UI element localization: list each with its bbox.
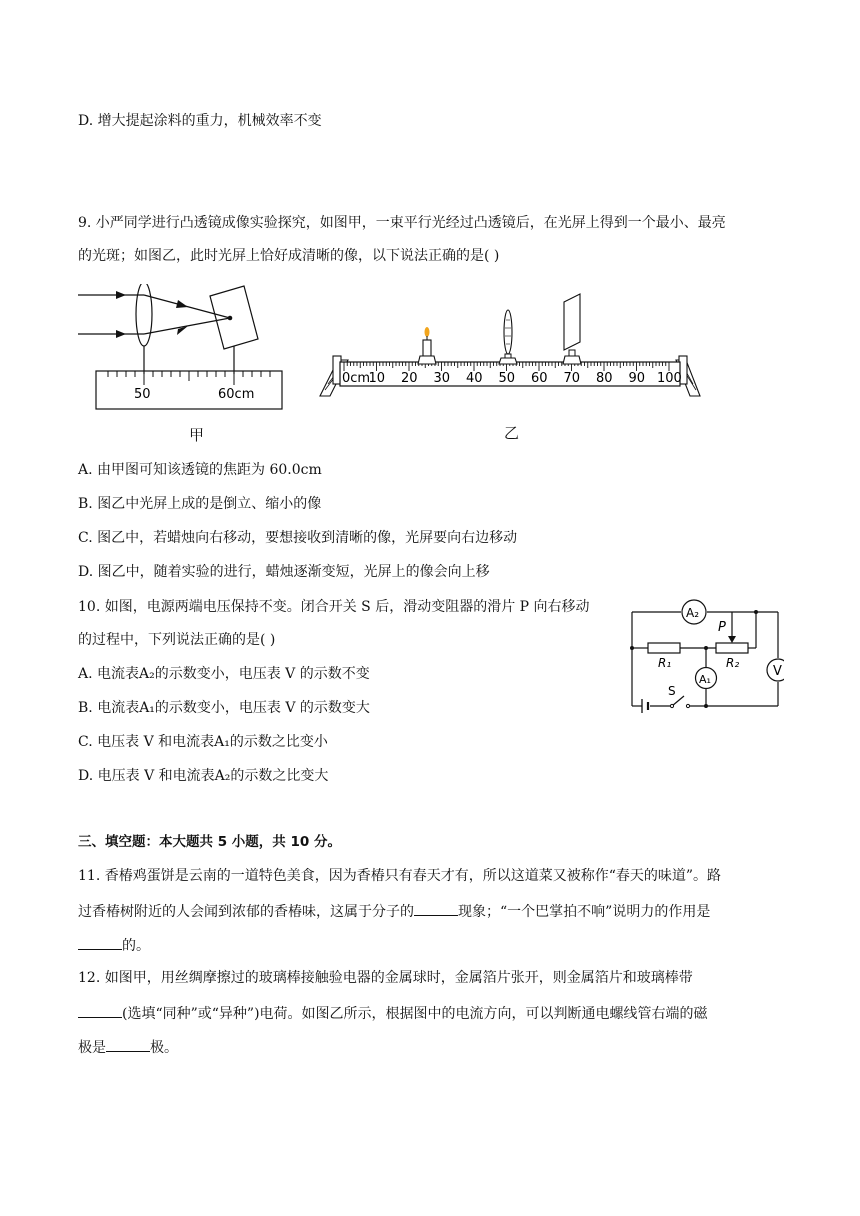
yi-tick-label: 100 [657,371,682,386]
resistor-r1-label: R₁ [658,656,672,670]
q9-stem-line1: 9. 小严同学进行凸透镜成像实验探究，如图甲，一束平行光经过凸透镜后，在光屏上得到一个最小、最亮 [78,215,726,231]
yi-tick-label: 50 [498,371,516,386]
q11-line2-text-a: 过香椿树附近的人会闻到浓郁的香椿味，这属于分子的 [78,904,414,920]
yi-tick-label: 90 [628,371,646,386]
yi-tick-label: 10 [368,371,386,386]
q8-option-d: D. 增大提起涂料的重力，机械效率不变 [78,113,322,129]
figure-yi-optical-bench [316,290,704,410]
yi-tick-label: 80 [596,371,613,386]
yi-tick-label: 40 [466,371,483,386]
switch-s-label: S [668,684,676,698]
ammeter-a2-label: A₂ [686,606,700,620]
q11-line3-text-b: 的。 [122,938,150,954]
q10-option-d: D. 电压表 V 和电流表A₂的示数之比变大 [78,768,329,784]
q9-option-d: D. 图乙中，随着实验的进行，蜡烛逐渐变短，光屏上的像会向上移 [78,564,490,580]
figure-yi-caption: 乙 [504,424,520,442]
q10-option-c: C. 电压表 V 和电流表A₁的示数之比变小 [78,734,328,750]
yi-tick-label: 70 [563,371,581,386]
q10-stem-line1: 10. 如图，电源两端电压保持不变。闭合开关 S 后，滑动变阻器的滑片 P 向右移动 [78,599,590,615]
yi-tick-label: 0cm [342,371,371,386]
q12-line3-text-a: 极是 [78,1040,106,1056]
q11-line1: 11. 香椿鸡蛋饼是云南的一道特色美食，因为香椿只有春天才有，所以这道菜又被称作“春天的味道”。路 [78,868,722,884]
q12-line3 [78,1036,178,1058]
q12-line3-text-b: 极。 [150,1040,178,1056]
q10-option-b: B. 电流表A₁的示数变小，电压表 V 的示数变大 [78,700,370,716]
q12-line2-text-b: (选填“同种”或“异种”)电荷。如图乙所示，根据图中的电流方向，可以判断通电螺线管右端的磁 [122,1006,708,1022]
q12-blank-2[interactable] [106,1036,150,1052]
q9-option-b: B. 图乙中光屏上成的是倒立、缩小的像 [78,496,322,512]
ammeter-a1-label: A₁ [699,673,711,686]
figure-jia-caption: 甲 [189,426,205,444]
yi-tick-label: 20 [401,371,418,386]
q9-option-a: A. 由甲图可知该透镜的焦距为 60.0cm [78,462,322,478]
q10-stem-line2: 的过程中，下列说法正确的是( ) [78,632,276,648]
q11-blank-2[interactable] [78,934,122,950]
yi-tick-label: 30 [433,371,451,386]
q12-line2 [78,1002,708,1024]
q12-blank-1[interactable] [78,1002,122,1018]
q10-option-a: A. 电流表A₂的示数变小，电压表 V 的示数不变 [78,666,370,682]
voltmeter-label: V [773,664,782,679]
resistor-r2-label: R₂ [726,656,740,670]
jia-tick-label-60cm: 60cm [218,387,255,402]
q11-line2-text-b: 现象；“一个巴掌拍不响”说明力的作用是 [458,904,711,920]
q9-stem-line2: 的光斑；如图乙，此时光屏上恰好成清晰的像，以下说法正确的是( ) [78,248,500,264]
slider-p-label: P [718,620,726,635]
yi-tick-label: 60 [531,371,548,386]
q11-line3 [78,934,150,956]
figure-jia-lens-focus [78,284,290,414]
section-3-title: 三、填空题：本大题共 5 小题，共 10 分。 [78,834,341,850]
figure-circuit [626,596,784,718]
q9-option-c: C. 图乙中，若蜡烛向右移动，要想接收到清晰的像，光屏要向右边移动 [78,530,518,546]
jia-tick-label-50: 50 [134,387,151,402]
q11-blank-1[interactable] [414,900,458,916]
q12-line1: 12. 如图甲，用丝绸摩擦过的玻璃棒接触验电器的金属球时，金属箔片张开，则金属箔片和玻璃棒带 [78,970,693,986]
q11-line2 [78,900,710,922]
